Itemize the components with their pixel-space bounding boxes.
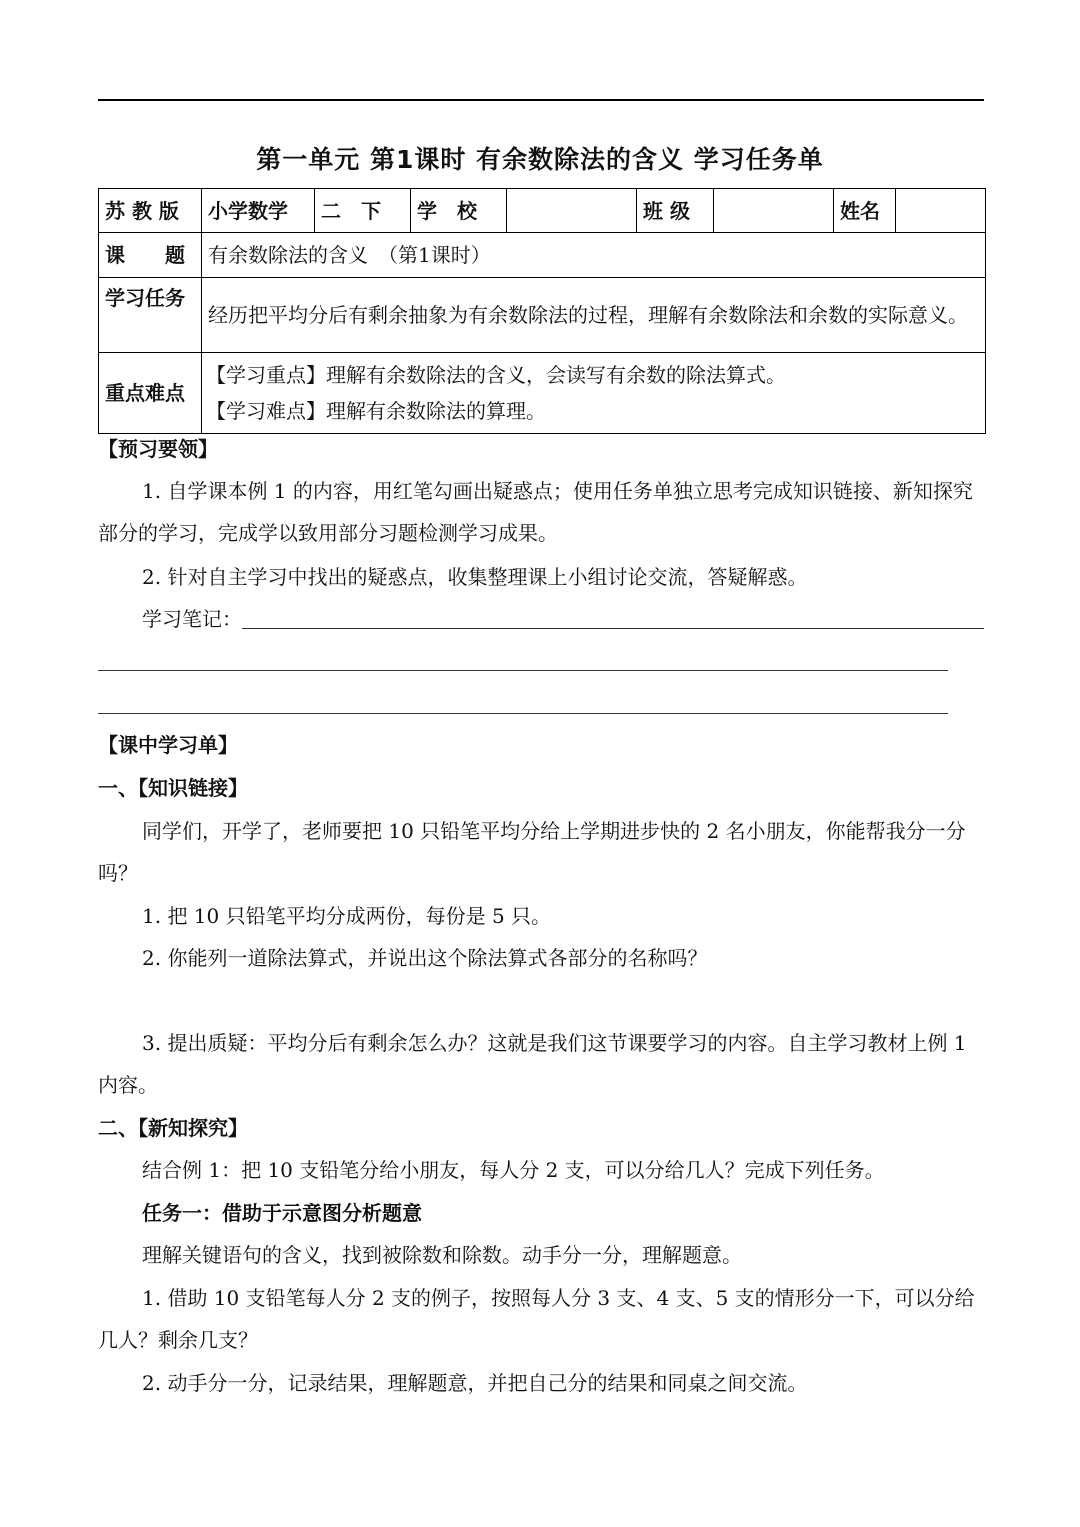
key-point: 【学习重点】理解有余数除法的含义，会读写有余数的除法算式。 [206, 363, 786, 387]
class-field[interactable] [714, 189, 834, 233]
section-1-heading: 一、【知识链接】 [98, 776, 248, 800]
task-1-description: 理解关键语句的含义，找到被除数和除数。动手分一分，理解题意。 [142, 1243, 742, 1267]
key-points-cell [202, 353, 986, 434]
school-field[interactable] [507, 189, 637, 233]
notes-line-1[interactable] [242, 628, 984, 629]
section-2-heading: 二、【新知探究】 [98, 1116, 248, 1140]
difficult-point: 【学习难点】理解有余数除法的算理。 [206, 399, 546, 423]
name-label: 姓名 [834, 189, 896, 233]
publisher-cell: 苏 教 版 [99, 189, 202, 233]
s1-item-1: 1. 把 10 只铅笔平均分成两份，每份是 5 只。 [142, 904, 552, 928]
preview-item-2: 2. 针对自主学习中找出的疑惑点，收集整理课上小组讨论交流，答疑解惑。 [142, 565, 808, 589]
name-field[interactable] [896, 189, 986, 233]
example-text: 结合例 1：把 10 支铅笔分给小朋友，每人分 2 支，可以分给几人？完成下列任务。 [142, 1158, 885, 1182]
notes-line-3[interactable] [98, 713, 948, 714]
t1-item-2: 2. 动手分一分，记录结果，理解题意，并把自己分的结果和同桌之间交流。 [142, 1371, 808, 1395]
task-value: 经历把平均分后有剩余抽象为有余数除法的过程，理解有余数除法和余数的实际意义。 [202, 278, 986, 353]
topic-label: 课 题 [99, 233, 202, 278]
top-rule [98, 99, 984, 101]
preview-item-1: 1. 自学课本例 1 的内容，用红笔勾画出疑惑点；使用任务单独立思考完成知识链接、新知探究部分的学习，完成学以致用部分习题检测学习成果。 [98, 479, 973, 545]
s1-item-3: 3. 提出质疑：平均分后有剩余怎么办？这就是我们这节课要学习的内容。自主学习教材上例 1 内容。 [98, 1031, 967, 1097]
grade-cell: 二 下 [315, 189, 411, 233]
school-label: 学 校 [411, 189, 507, 233]
task-1-heading: 任务一：借助于示意图分析题意 [142, 1201, 422, 1225]
notes-line-2[interactable] [98, 670, 948, 671]
info-table [98, 188, 986, 434]
topic-value: 有余数除法的含义 （第1课时） [202, 233, 986, 278]
class-label: 班 级 [637, 189, 714, 233]
s1-item-2: 2. 你能列一道除法算式，并说出这个除法算式各部分的名称吗？ [142, 946, 708, 970]
t1-item-1: 1. 借助 10 支铅笔每人分 2 支的例子，按照每人分 3 支、4 支、5 支的情形分一下，可以分给几人？剩余几支？ [98, 1286, 975, 1352]
intro-text: 同学们，开学了，老师要把 10 只铅笔平均分给上学期进步快的 2 名小朋友，你能帮我分一分吗？ [98, 819, 966, 885]
subject-cell: 小学数学 [202, 189, 315, 233]
class-sheet-heading: 【课中学习单】 [98, 733, 238, 757]
key-label: 重点难点 [99, 353, 202, 434]
preview-heading: 【预习要领】 [98, 437, 218, 461]
notes-label: 学习笔记： [142, 607, 242, 631]
page-title: 第一单元 第1课时 有余数除法的含义 学习任务单 [256, 145, 824, 174]
task-label: 学习任务 [99, 278, 202, 353]
